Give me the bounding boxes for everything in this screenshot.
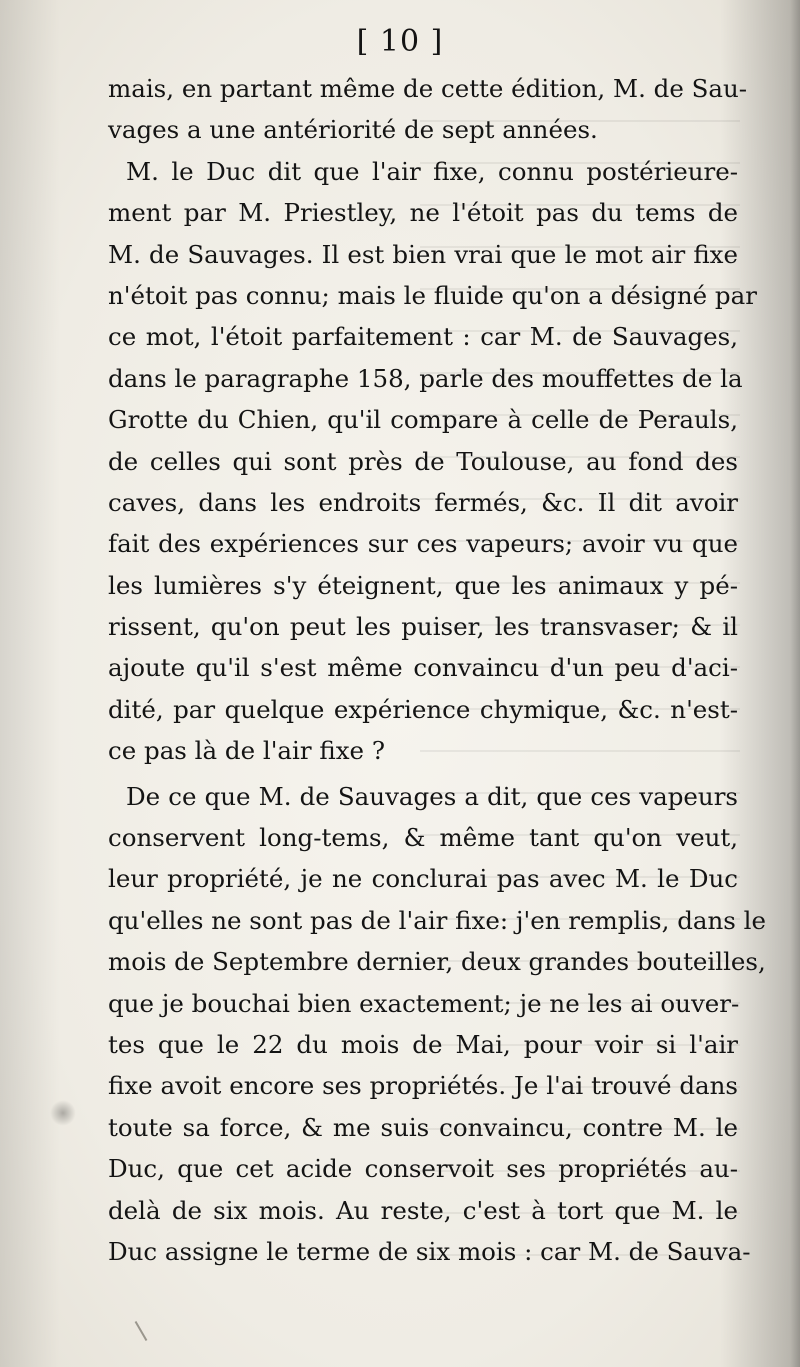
text-line: De ce que M. de Sauvages a dit, que ces vapeurs: [126, 781, 738, 811]
text-line: rissent, qu'on peut les puiser, les transvaser; & il: [108, 612, 738, 642]
text-line: Duc assigne le terme de six mois : car M. de Sauva-: [108, 1236, 751, 1266]
text-line: mois de Septembre dernier, deux grandes bouteilles,: [108, 947, 766, 977]
text-line: fait des expériences sur ces vapeurs; avoir vu que: [108, 529, 738, 559]
body-text: [108, 68, 766, 1272]
text-line: tes que le 22 du mois de Mai, pour voir si l'air: [108, 1029, 738, 1059]
text-line: dans le paragraphe 158, parle des mouffettes de la: [108, 363, 743, 393]
text-line: delà de six mois. Au reste, c'est à tort que M. le: [108, 1195, 738, 1225]
text-line: ajoute qu'il s'est même convaincu d'un peu d'aci-: [108, 653, 738, 683]
text-line: caves, dans les endroits fermés, &c. Il dit avoir: [108, 487, 738, 517]
text-line: vages a une antériorité de sept années.: [108, 115, 598, 145]
page-number: [ 10 ]: [356, 24, 444, 59]
text-line: M. le Duc dit que l'air fixe, connu postérieure-: [126, 156, 738, 186]
text-line: conservent long-tems, & même tant qu'on veut,: [108, 823, 738, 853]
text-line: leur propriété, je ne conclurai pas avec M. le Duc: [108, 864, 738, 894]
text-line: M. de Sauvages. Il est bien vrai que le mot air fixe: [108, 239, 738, 269]
text-line: ce pas là de l'air fixe ?: [108, 736, 385, 766]
text-line: de celles qui sont près de Toulouse, au fond des: [108, 446, 738, 476]
stray-mark: [135, 1321, 148, 1341]
text-line: qu'elles ne sont pas de l'air fixe: j'en remplis, dans le: [108, 905, 766, 935]
text-line: Grotte du Chien, qu'il compare à celle de Perauls,: [108, 405, 738, 435]
text-line: fixe avoit encore ses propriétés. Je l'ai trouvé dans: [108, 1071, 738, 1101]
text-line: n'étoit pas connu; mais le fluide qu'on a désigné par: [108, 280, 757, 310]
text-line: ce mot, l'étoit parfaitement : car M. de Sauvages,: [108, 322, 738, 352]
text-line: que je bouchai bien exactement; je ne les ai ouver-: [108, 988, 740, 1018]
text-line: mais, en partant même de cette édition, M. de Sau-: [108, 74, 748, 103]
text-line: dité, par quelque expérience chymique, &c. n'est-: [108, 694, 738, 724]
text-line: toute sa force, & me suis convaincu, contre M. le: [108, 1112, 738, 1142]
text-line: les lumières s'y éteignent, que les animaux y pé-: [108, 570, 738, 600]
ink-spot: [50, 1100, 76, 1126]
text-line: Duc, que cet acide conservoit ses propriétés au-: [108, 1154, 738, 1184]
text-line: ment par M. Priestley, ne l'étoit pas du tems de: [108, 198, 738, 228]
